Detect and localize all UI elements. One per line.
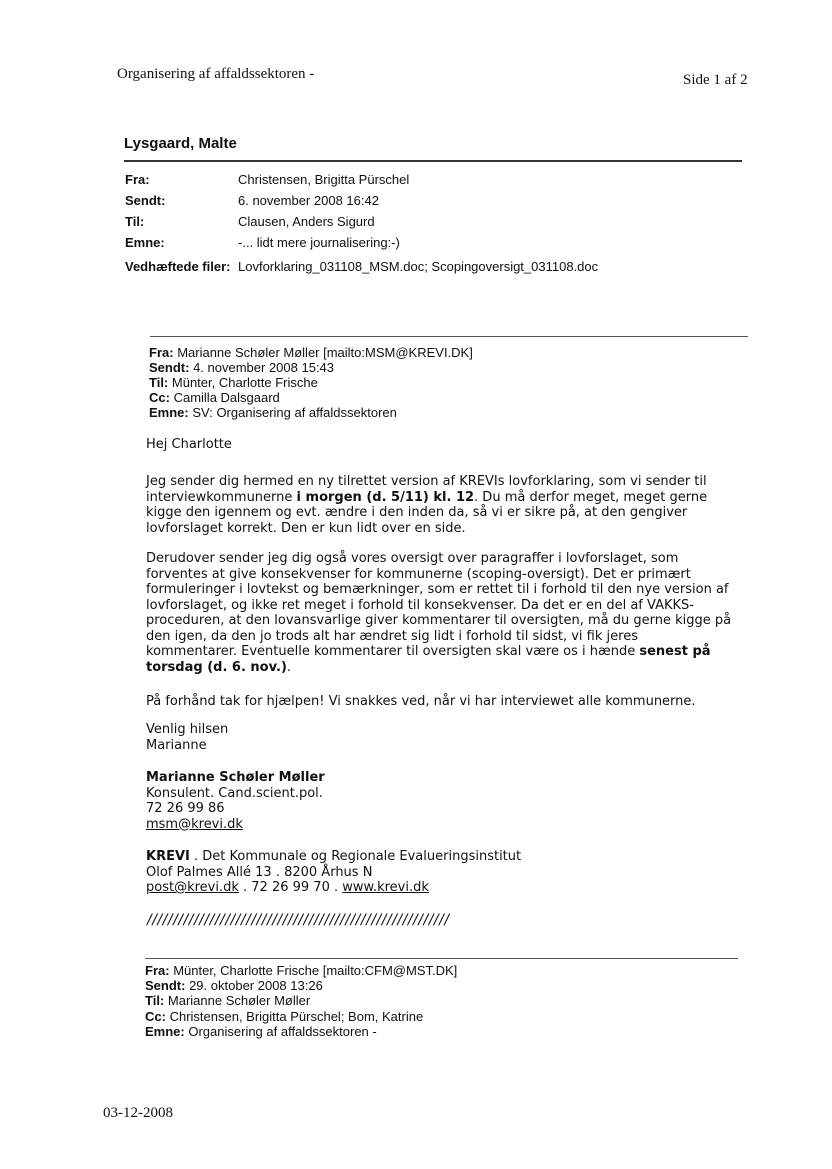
field-label: Til: xyxy=(125,214,145,229)
field-label: Sendt: xyxy=(125,193,166,208)
field-label: Cc: xyxy=(145,1009,166,1024)
field-label: Emne: xyxy=(125,235,165,250)
signature-email-line xyxy=(146,817,761,833)
field-value: Organisering af affaldssektoren - xyxy=(188,1024,377,1039)
orig-subject xyxy=(145,1024,377,1039)
field-value: Münter, Charlotte Frische [mailto:CFM@MST.DK] xyxy=(173,963,458,978)
slash-divider: ////////////////////////////////////////////////////////// xyxy=(147,912,450,928)
header-divider xyxy=(124,160,742,162)
paragraph-2 xyxy=(146,551,761,675)
greeting: Hej Charlotte xyxy=(146,437,232,452)
print-date: 03-12-2008 xyxy=(103,1105,173,1121)
field-label: Til: xyxy=(145,993,165,1008)
field-value: 29. oktober 2008 13:26 xyxy=(189,978,323,993)
org-line xyxy=(146,849,761,865)
text-line xyxy=(146,490,761,506)
deadline-emphasis: torsdag (d. 6. nov.) xyxy=(146,659,287,675)
organisation-block xyxy=(146,849,761,896)
org-name: KREVI xyxy=(146,849,190,864)
page-header-subject: Organisering af affaldssektoren - xyxy=(117,66,315,82)
org-website-link[interactable]: www.krevi.dk xyxy=(342,880,429,895)
field-label: Sendt: xyxy=(145,978,186,993)
text-line: formuleringer i lovtekst og bemærkninger, som er rettet til i forhold til den nye version af xyxy=(146,582,729,597)
text-line: den igen, da den jo trods alt har ændret sig lidt i forhold til sidst, vi fik jeres xyxy=(146,628,638,644)
field-label: Emne: xyxy=(145,1024,185,1039)
signature-email-link[interactable]: msm@krevi.dk xyxy=(146,816,243,832)
closing-line: Venlig hilsen xyxy=(146,722,229,737)
deadline-emphasis: senest på xyxy=(639,644,711,659)
closing xyxy=(146,722,761,753)
text-line xyxy=(146,660,761,676)
org-address: Olof Palmes Allé 13 . 8200 Århus N xyxy=(146,864,373,880)
org-contact xyxy=(146,880,761,896)
text-line: lovforslaget, og ikke ret meget i forhold til konsekvenser. Da det er en del af VAKKS- xyxy=(146,597,694,613)
mailbox-owner-name: Lysgaard, Malte xyxy=(124,135,237,152)
field-value: Camilla Dalsgaard xyxy=(173,390,280,405)
orig-cc xyxy=(145,1009,423,1024)
paragraph-1 xyxy=(146,474,761,536)
text-line: kigge den igennem og evt. ændre i den inden da, så vi er sikre på, at den gengiver xyxy=(146,505,688,520)
deadline-emphasis: i morgen (d. 5/11) kl. 12 xyxy=(296,489,475,505)
text-line: Jeg sender dig hermed en ny tilrettet version af KREVIs lovforklaring, som vi sender til xyxy=(146,474,707,489)
field-value: Lovforklaring_031108_MSM.doc; Scopingoversigt_031108.doc xyxy=(238,259,599,274)
text-line: proceduren, at den lovansvarlige giver kommentarer til oversigten, må du gerne kigge på xyxy=(146,613,732,628)
text-run: kommentarer. Eventuelle kommentarer til oversigten skal være os i hænde xyxy=(146,644,640,659)
fwd-sent xyxy=(149,360,334,375)
field-value: Münter, Charlotte Frische xyxy=(171,375,318,390)
sender-name: Marianne Schøler Møller xyxy=(146,770,325,785)
fwd-subject xyxy=(149,405,397,420)
field-label: Emne: xyxy=(149,405,189,420)
field-label: Fra: xyxy=(149,345,174,360)
org-email-link[interactable]: post@krevi.dk xyxy=(146,880,239,895)
text-run: . Du må derfor meget, meget gerne xyxy=(474,489,708,505)
orig-sent xyxy=(145,978,323,993)
field-label: Til: xyxy=(149,375,169,390)
forwarded-divider xyxy=(150,336,748,337)
text-line: Derudover sender jeg dig også vores oversigt over paragraffer i lovforslaget, som xyxy=(146,551,679,566)
text-line: lovforslaget korrekt. Den er kun lidt over en side. xyxy=(146,520,466,536)
text-line: forventes at give konsekvenser for kommunerne (scoping-oversigt). Det er primært xyxy=(146,566,691,582)
field-label: Sendt: xyxy=(149,360,190,375)
text-run: . xyxy=(286,659,292,675)
fwd-to xyxy=(149,375,318,390)
text-line xyxy=(146,644,761,660)
paragraph-3: På forhånd tak for hjælpen! Vi snakkes ved, når vi har interviewet alle kommunerne. xyxy=(146,694,696,709)
field-value: Christensen, Brigitta Pürschel xyxy=(238,172,410,187)
field-value: 6. november 2008 16:42 xyxy=(238,193,379,208)
signature-title: Konsulent. Cand.scient.pol. xyxy=(146,785,323,801)
field-label: Fra: xyxy=(125,172,150,187)
org-phone: . 72 26 99 70 . xyxy=(238,880,343,895)
orig-from xyxy=(145,963,457,978)
orig-to xyxy=(145,993,310,1008)
original-divider xyxy=(145,958,738,959)
field-label: Fra: xyxy=(145,963,170,978)
field-value: -... lidt mere journalisering:-) xyxy=(238,235,400,250)
field-value: Clausen, Anders Sigurd xyxy=(238,214,375,229)
field-value: 4. november 2008 15:43 xyxy=(193,360,335,375)
signature-block xyxy=(146,770,761,832)
field-value: SV: Organisering af affaldssektoren xyxy=(192,405,397,420)
field-label: Cc: xyxy=(149,390,170,405)
field-value: Marianne Schøler Møller xyxy=(167,993,311,1008)
fwd-cc xyxy=(149,390,280,405)
org-description: . Det Kommunale og Regionale Evalueringsinstitut xyxy=(189,849,522,864)
signature-phone: 72 26 99 86 xyxy=(146,801,225,816)
text-run: interviewkommunerne xyxy=(146,489,297,505)
page-indicator: Side 1 af 2 xyxy=(683,72,748,88)
signature-name xyxy=(146,770,761,786)
fwd-from xyxy=(149,345,473,360)
field-label: Vedhæftede filer: xyxy=(125,259,231,274)
field-value: Christensen, Brigitta Pürschel; Bom, Katrine xyxy=(169,1009,424,1024)
field-value: Marianne Schøler Møller [mailto:MSM@KREVI.DK] xyxy=(177,345,473,360)
closing-line: Marianne xyxy=(146,737,207,753)
